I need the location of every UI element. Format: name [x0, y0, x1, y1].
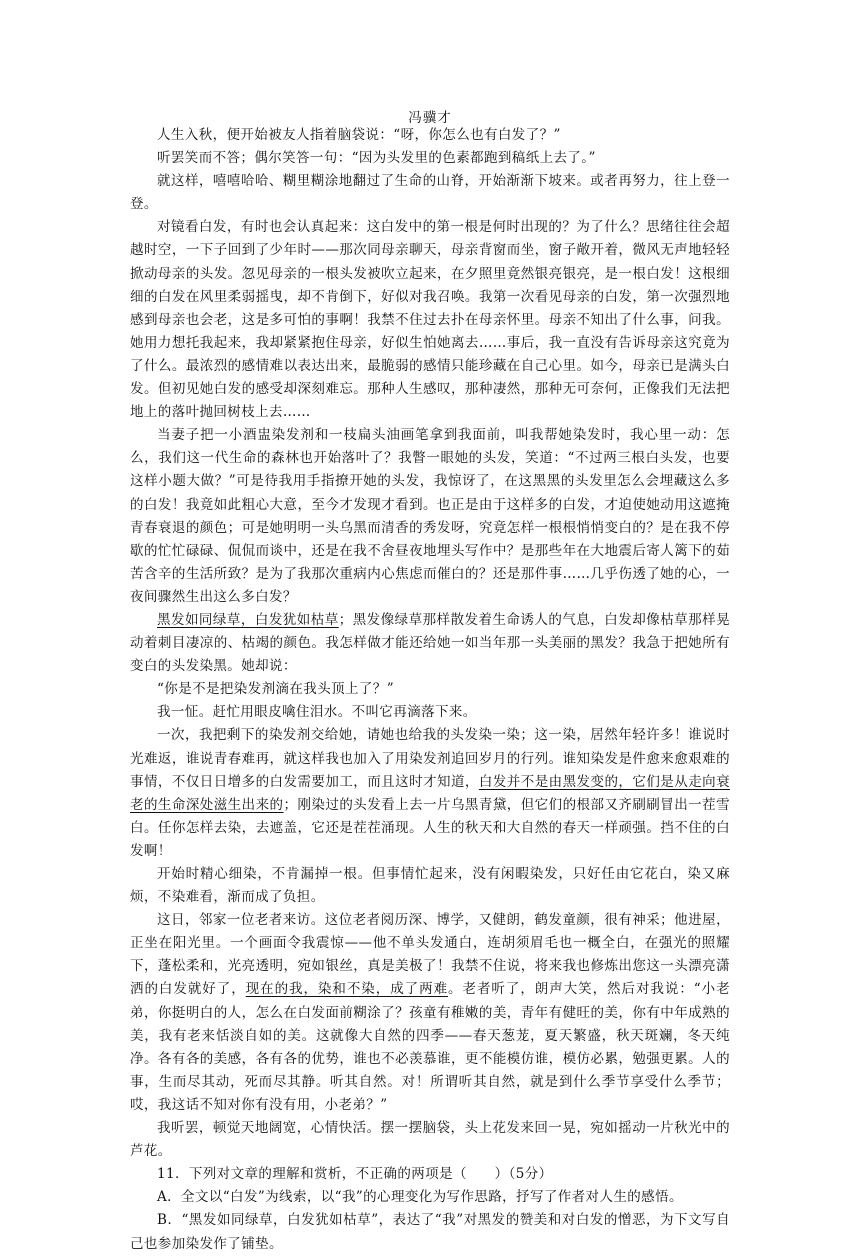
article-paragraph: [130, 216, 730, 424]
article-paragraph: [130, 701, 730, 724]
paragraph-text: ；黑发像绿草那样散发着生命诱人的气息，白发却像枯草那样晃动着刺目凄凉的、枯竭的颜色。我怎样做才能还给她一如当年那一头美丽的黑发？我急于把她所有变白的头发染黑。她却说：: [130, 611, 731, 675]
article-paragraph: [130, 1117, 730, 1163]
article-paragraph: [130, 863, 730, 909]
article-paragraph: [130, 678, 730, 701]
paragraph-text: 听罢笑而不答；偶尔笑答一句：“因为头发里的色素都跑到稿纸上去了。”: [157, 150, 596, 167]
paragraph-text: 。老者听了，朗声大笑，然后对我说：“小老弟，你挺明白的人，怎么在白发面前糊涂了？孩童有稚嫩的美，青年有健旺的美，你有中年成熟的美，我有老来恬淡自如的美。这就像大自然的四季——春天葱茏，夏天繁盛，秋天斑斓，冬天纯净。各有各的美感，各有各的优势，谁也不必羡慕谁，更不能模仿谁，模仿必累，勉强更累。人的事，生而尽其动，死而尽其静。听其自然。对！所谓听其自然，就是到什么季节享受什么季节；哎，我这话不知对你有没有用，小老弟？”: [130, 981, 731, 1113]
paragraph-text: 开始时精心细染，不肯漏掉一根。但事情忙起来，没有闲暇染发，只好任由它花白，染又麻烦，不染难看，渐而成了负担。: [130, 866, 730, 906]
paragraph-text: 我听罢，顿觉天地阔宽，心情快活。摆一摆脑袋，头上花发来回一晃，宛如摇动一片秋光中的芦花。: [130, 1120, 730, 1160]
article-paragraph: [130, 170, 730, 216]
paragraph-text: 人生入秋，便开始被友人指着脑袋说：“呀，你怎么也有白发了？”: [157, 127, 561, 143]
underlined-sentence: 现在的我，染和不染，成了两难: [245, 981, 449, 998]
article-paragraph: [130, 909, 730, 1117]
paragraph-text: 这日，邻家一位老者来访。这位老者阅历深、博学，又健朗，鹤发童颜，很有神采；他进屋，正坐在阳光里。一个画面令我震惊——他不单头发通白，连胡须眉毛也一概全白，在强光的照耀下，蓬松柔和，光亮透明，宛如银丝，真是美极了！我禁不住说，将来我也修炼出您这一头漂亮潇洒的白发就好了，: [130, 912, 730, 998]
paragraph-text: 对镜看白发，有时也会认真起来：这白发中的第一根是何时出现的？为了什么？思绪往往会超越时空，一下子回到了少年时——那次同母亲聊天，母亲背窗而坐，窗子敞开着，微风无声地轻轻掀动母亲的头发。忽见母亲的一根头发被吹立起来，在夕照里竟然银亮银亮，是一根白发！这根细细的白发在风里柔弱摇曳，却不肯倒下，好似对我召唤。我第一次看见母亲的白发，第一次强烈地感到母亲也会老，这是多可怕的事啊！我禁不住过去扑在母亲怀里。母亲不知出了什么事，问我。她用力想托我起来，我却紧紧抱住母亲，好似生怕她离去……事后，我一直没有告诉母亲这究竟为了什么。最浓烈的感情难以表达出来，最脆弱的感情只能珍藏在自己心里。如今，母亲已是满头白发。但初见她白发的感受却深刻难忘。那种人生感叹，那种凄然，那种无可奈何，正像我们无法把地上的落叶抛回树枝上去……: [130, 219, 730, 421]
underlined-sentence: 白发并不是由黑发变的，它们是从走向衰老的生命深处滋生出来的: [130, 773, 731, 813]
paragraph-text: 我一怔。赶忙用眼皮噙住泪水。不叫它再滴落下来。: [157, 704, 477, 721]
question-stem: 11．下列对文章的理解和赏析，不正确的两项是（ ）（5分）: [157, 1166, 553, 1183]
paragraph-text: ；刚染过的头发看上去一片乌黑青黛，但它们的根部又齐刷刷冒出一茬雪白。任你怎样去染，去遮盖，它还是茬茬涌现。人生的秋天和大自然的春天一样顽强。挡不住的白发啊！: [130, 796, 730, 859]
paragraph-text: 一次，我把剩下的染发剂交给她，请她也给我的头发染一染；这一染，居然年轻许多！谁说时光难返，谁说青春难再，就这样我也加入了用染发剂追回岁月的行列。谁知染发是件愈来愈艰难的事情，不仅日日增多的白发需要加工，而且这时才知道，: [130, 727, 730, 790]
article-paragraph: [130, 147, 730, 170]
article-paragraph: [130, 124, 730, 147]
author-name: 冯骥才: [408, 110, 452, 126]
paragraph-text: “你是不是把染发剂滴在我头顶上了？”: [157, 681, 395, 698]
paragraph-text: 当妻子把一小酒盅染发剂和一枝扁头油画笔拿到我面前，叫我帮她染发时，我心里一动：怎么，我们这一代生命的森林也开始落叶了？我瞥一眼她的头发，笑道：“不过两三根白头发，也要这样小题大做？”可是待我用手指撩开她的头发，我惊讶了，在这黑黑的头发里怎么会埋藏这么多的白发！我竟如此粗心大意，至今才发现才看到。也正是由于这样多的白发，才迫使她动用这遮掩青春衰退的颜色；可是她明明一头乌黑而清香的秀发呀，究竟怎样一根根悄悄变白的？是在我不停歇的忙忙碌碌、侃侃而谈中，还是在我不舍昼夜地埋头写作中？是那些年在大地震后寄人篱下的茹苦含辛的生活所致？是为了我那次重病内心焦虑而催白的？还是那件事……几乎伤透了她的心，一夜间骤然生出这么多白发？: [130, 427, 730, 605]
underlined-sentence: 黑发如同绿草，白发犹如枯草: [157, 611, 339, 628]
article-body: [130, 124, 730, 1256]
article-paragraph: [130, 609, 730, 678]
paragraph-text: 就这样，嘻嘻哈哈、糊里糊涂地翻过了生命的山脊，开始渐渐下坡来。或者再努力，往上登一登。: [130, 173, 730, 213]
article-paragraph: [130, 724, 730, 863]
question-option: A．全文以“白发”为线索，以“我”的心理变化为写作思路，抒写了作者对人生的感悟。: [157, 1189, 683, 1206]
article-paragraph: [130, 424, 730, 609]
question-option: B．“黑发如同绿草，白发犹如枯草”，表达了“我”对黑发的赞美和对白发的憎恶，为下文写自己也参加染发作了铺垫。: [130, 1212, 730, 1252]
